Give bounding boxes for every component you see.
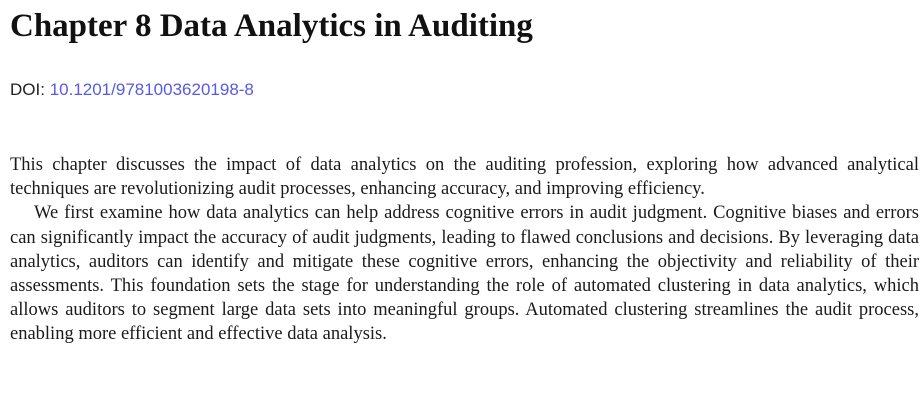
doi-label: DOI: bbox=[10, 80, 45, 99]
abstract-paragraph-2: We first examine how data analytics can help address cognitive errors in audit judgment. Cognitive biases and errors can significantly impact the accuracy of audit judgments, leading to flawed conclusions and decisions. By leveraging data analytics, auditors can identify and mitigate these cognitive errors, enhancing the objectivity and reliability of their assessments. This foundation sets the stage for understanding the role of automated clustering in data analytics, which allows auditors to segment large data sets into meaningful groups. Automated clustering streamlines the audit process, enabling more efficient and effective data analysis. bbox=[10, 203, 919, 345]
abstract-paragraph-1: This chapter discusses the impact of data analytics on the auditing profession, exploring how advanced analytical techniques are revolutionizing audit processes, enhancing accuracy, and improving efficiency. bbox=[10, 155, 919, 200]
document-page bbox=[10, 0, 919, 347]
chapter-abstract bbox=[10, 153, 919, 347]
doi-link[interactable]: 10.1201/9781003620198-8 bbox=[49, 80, 254, 99]
doi-line bbox=[10, 79, 919, 101]
chapter-title: Chapter 8 Data Analytics in Auditing bbox=[10, 8, 533, 44]
